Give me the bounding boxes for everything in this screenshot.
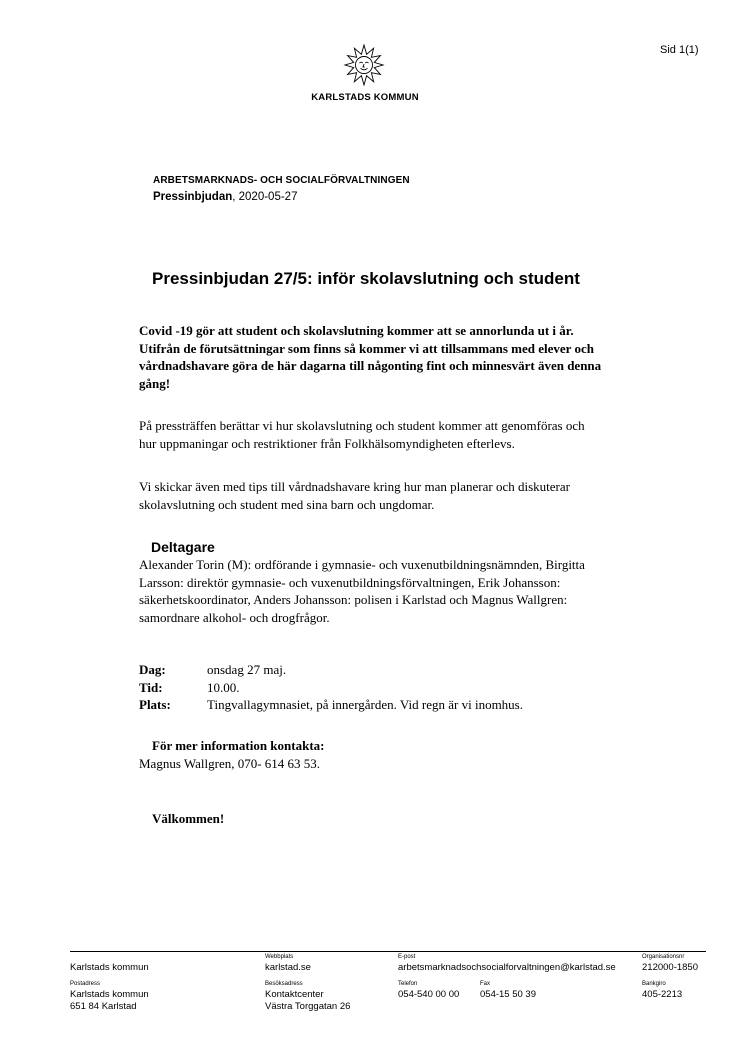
footer-orgnr: 212000-1850 (642, 962, 698, 973)
document-type-line (153, 191, 297, 203)
body-paragraph: På pressträffen berättar vi hur skolavslutning och student kommer att genomföras och hur uppmaningar och restriktioner från Folkhälsomyndigheten efterlevs. (139, 418, 585, 451)
body-paragraph: Vi skickar även med tips till vårdnadshavare kring hur man planerar och diskuterar skolavslutning och student med sina barn och ungdomar. (139, 479, 570, 512)
detail-label: Plats: (139, 697, 171, 712)
detail-label: Tid: (139, 680, 163, 695)
footer-giro: 405-2213 (642, 989, 683, 1000)
department: ARBETSMARKNADS- OCH SOCIALFÖRVALTNINGEN (153, 175, 410, 186)
footer-post-line1: Karlstads kommun (70, 989, 149, 1000)
footer-visit-label: Besöksadress (265, 981, 303, 987)
footer-fax-label: Fax (480, 981, 491, 987)
footer-post-label: Postadress (70, 981, 101, 987)
detail-value: onsdag 27 maj. (207, 662, 287, 677)
contact-info: Magnus Wallgren, 070- 614 63 53. (139, 756, 321, 771)
footer-visit-line2: Västra Torggatan 26 (265, 1001, 351, 1012)
page-number: Sid 1(1) (660, 44, 699, 56)
sun-face-icon (343, 44, 385, 86)
document-date: , 2020-05-27 (232, 191, 298, 203)
footer-giro-label: Bankgiro (642, 981, 666, 987)
footer-web-link[interactable]: karlstad.se (265, 962, 311, 973)
detail-row-place (139, 696, 523, 714)
footer-orgnr-label: Organisationsnr (642, 954, 685, 960)
footer-web-label: Webbplats (265, 954, 294, 960)
footer-phone: 054-540 00 00 (398, 989, 460, 1000)
detail-value: 10.00. (207, 680, 240, 695)
headline: Pressinbjudan 27/5: inför skolavslutning och student (152, 269, 580, 288)
lead-paragraph: Covid -19 gör att student och skolavslutning kommer att se annorlunda ut i år. Utifrån de förutsättningar som finns så kommer vi att tillsammans med elever och vårdnadshavare göra de här dagarna till någonting fint och minnesvärt även denna gång! (139, 323, 602, 391)
detail-row-day (139, 661, 286, 679)
footer-email-link[interactable]: arbetsmarknadsochsocialforvaltningen@karlstad.se (398, 962, 616, 973)
document-type: Pressinbjudan (153, 191, 233, 203)
detail-label: Dag: (139, 662, 166, 677)
footer-divider (70, 951, 706, 952)
detail-row-time (139, 679, 240, 697)
contact-heading: För mer information kontakta: (152, 738, 325, 753)
footer-fax: 054-15 50 39 (480, 989, 536, 1000)
footer-phone-label: Telefon (398, 981, 418, 987)
footer-email-label: E-post (398, 954, 416, 960)
footer-post-line2: 651 84 Karlstad (70, 1001, 137, 1012)
footer-org-name: Karlstads kommun (70, 962, 149, 973)
org-name: KARLSTADS KOMMUN (311, 92, 419, 103)
closing-greeting: Välkommen! (152, 811, 225, 826)
participants-list: Alexander Torin (M): ordförande i gymnasie- och vuxenutbildningsnämnden, Birgitta Larsson: direktör gymnasie- och vuxenutbildningsförvaltningen, Erik Johansson: säkerhetskoordinator, Anders Johansson: polisen i Karlstad och Magnus Wallgren: samordnare alkohol- och drogfrågor. (139, 557, 585, 625)
detail-value: Tingvallagymnasiet, på innergården. Vid regn är vi inomhus. (207, 697, 523, 712)
participants-heading: Deltagare (151, 539, 215, 555)
footer-visit-line1: Kontaktcenter (265, 989, 324, 1000)
